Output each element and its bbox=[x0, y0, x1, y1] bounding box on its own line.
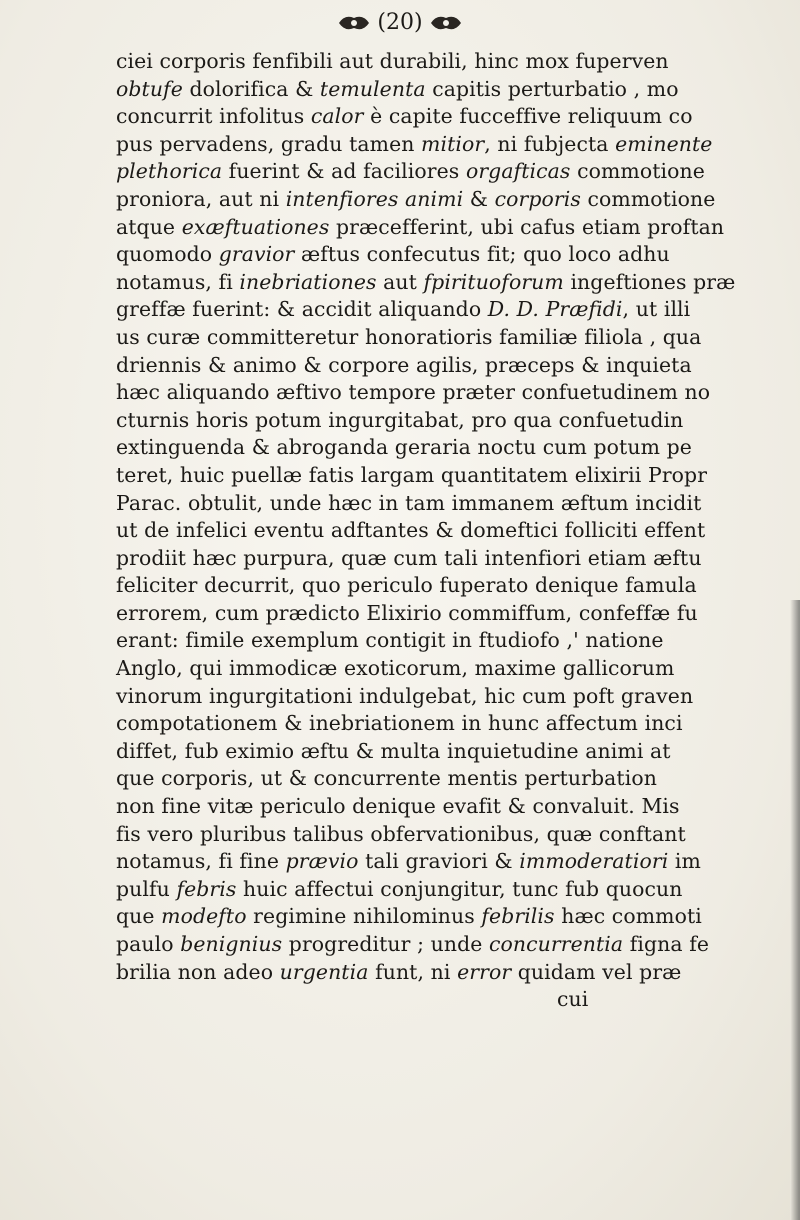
text-segment: cui bbox=[116, 987, 589, 1012]
text-segment: æftus confecutus fit; quo loco adhu bbox=[294, 242, 670, 267]
text-segment: fuerint & ad faciliores bbox=[222, 159, 466, 184]
text-line bbox=[116, 793, 800, 821]
text-segment: aut bbox=[376, 269, 424, 294]
text-segment: compotationem & inebriationem in hunc affectum inci bbox=[116, 711, 683, 736]
text-segment: diffet, fub eximio æftu & multa inquietudine animi at bbox=[116, 738, 671, 763]
text-line bbox=[116, 903, 800, 931]
text-segment: commotione bbox=[570, 159, 705, 184]
text-line bbox=[116, 131, 800, 159]
italic-segment: inebriationes bbox=[239, 269, 377, 294]
text-line bbox=[116, 959, 800, 987]
italic-segment: temulenta bbox=[319, 76, 426, 101]
text-segment: vinorum ingurgitationi indulgebat, hic cum poft graven bbox=[116, 683, 694, 708]
text-segment: notamus, fi fine bbox=[116, 849, 286, 874]
italic-segment: orgafticas bbox=[465, 159, 571, 184]
text-segment: us curæ committeretur honoratioris familiæ filiola , qua bbox=[116, 324, 702, 349]
text-line bbox=[116, 407, 800, 435]
text-segment: tali graviori & bbox=[358, 849, 520, 874]
italic-segment: obtufe bbox=[116, 76, 183, 101]
text-segment: concurrit infolitus bbox=[116, 104, 311, 129]
text-segment: atque bbox=[116, 214, 182, 239]
text-segment: feliciter decurrit, quo periculo fuperato denique famula bbox=[116, 573, 697, 598]
text-line bbox=[116, 352, 800, 380]
text-segment: fis vero pluribus talibus obfervationibus, quæ conftant bbox=[116, 821, 686, 846]
text-segment: dolorifica & bbox=[182, 76, 320, 101]
text-segment: extinguenda & abroganda geraria noctu cum potum pe bbox=[116, 435, 692, 460]
text-segment: prodiit hæc purpura, quæ cum tali intenfiori etiam æftu bbox=[116, 545, 702, 570]
italic-segment: mitior bbox=[421, 131, 485, 156]
text-line bbox=[116, 655, 800, 683]
italic-segment: prævio bbox=[285, 849, 359, 874]
text-segment: ciei corporis fenfibili aut durabili, hinc mox fuperven bbox=[116, 49, 669, 73]
text-line bbox=[116, 186, 800, 214]
text-line bbox=[116, 545, 800, 573]
text-segment: paulo bbox=[116, 932, 181, 956]
text-line bbox=[116, 931, 800, 959]
italic-segment: gravior bbox=[218, 242, 295, 267]
text-segment: greffæ fuerint: & accidit aliquando bbox=[116, 297, 488, 322]
ornament-left-icon bbox=[337, 12, 371, 34]
text-line bbox=[116, 462, 800, 490]
italic-segment: exæftuationes bbox=[181, 214, 330, 239]
text-line bbox=[116, 269, 800, 297]
text-line bbox=[116, 710, 800, 738]
text-line bbox=[116, 296, 800, 324]
text-segment: huic affectui conjungitur, tunc fub quocun bbox=[236, 876, 683, 901]
text-line bbox=[116, 738, 800, 766]
body-text bbox=[116, 48, 800, 1014]
text-segment: que corporis, ut & concurrente mentis perturbation bbox=[116, 766, 657, 791]
italic-segment: immoderatiori bbox=[519, 849, 669, 874]
text-line bbox=[116, 158, 800, 186]
text-segment: notamus, fi bbox=[116, 269, 240, 294]
text-segment: figna fe bbox=[623, 932, 710, 956]
italic-segment: plethorica bbox=[116, 159, 223, 184]
text-line bbox=[116, 517, 800, 545]
text-segment: erant: fimile exemplum contigit in ftudiofo ,' natione bbox=[116, 628, 664, 653]
text-segment: quidam vel præ bbox=[511, 959, 682, 984]
italic-segment: fpirituoforum bbox=[423, 269, 564, 294]
page-edge-shadow bbox=[790, 600, 800, 1220]
ornament-right-icon bbox=[429, 12, 463, 34]
text-line bbox=[116, 76, 800, 104]
text-segment: cturnis horis potum ingurgitabat, pro qua confuetudin bbox=[116, 407, 684, 432]
text-segment: è capite fucceffive reliquum co bbox=[363, 104, 693, 129]
text-line bbox=[116, 765, 800, 793]
text-line bbox=[116, 986, 800, 1014]
text-segment: im bbox=[668, 849, 701, 874]
text-line bbox=[116, 627, 800, 655]
text-line bbox=[116, 600, 800, 628]
text-segment: proniora, aut ni bbox=[116, 186, 286, 211]
text-line bbox=[116, 572, 800, 600]
text-line bbox=[116, 490, 800, 518]
italic-segment: intenfiores animi bbox=[285, 186, 464, 211]
italic-segment: benignius bbox=[180, 932, 283, 956]
text-line bbox=[116, 379, 800, 407]
text-segment: quomodo bbox=[116, 242, 219, 267]
text-segment: funt, ni bbox=[368, 959, 458, 984]
text-segment: pus pervadens, gradu tamen bbox=[116, 131, 422, 156]
text-segment: , ni fubjecta bbox=[484, 131, 616, 156]
text-line bbox=[116, 821, 800, 849]
italic-segment: febris bbox=[176, 876, 237, 901]
italic-segment: urgentia bbox=[279, 959, 369, 984]
text-segment: non fine vitæ periculo denique evafit & convaluit. Mis bbox=[116, 794, 680, 819]
text-segment: commotione bbox=[580, 186, 716, 211]
text-segment: hæc aliquando æftivo tempore præter confuetudinem no bbox=[116, 380, 711, 405]
italic-segment: error bbox=[457, 959, 512, 984]
italic-segment: calor bbox=[310, 104, 364, 129]
text-line bbox=[116, 434, 800, 462]
text-line bbox=[116, 103, 800, 131]
text-segment: pulfu bbox=[116, 876, 177, 901]
italic-segment: eminente bbox=[615, 131, 713, 156]
text-segment: ingeftiones præ bbox=[563, 269, 736, 294]
text-line bbox=[116, 848, 800, 876]
text-segment: , ut illi bbox=[622, 297, 691, 322]
text-segment: driennis & animo & corpore agilis, præceps & inquieta bbox=[116, 352, 692, 377]
text-segment: regimine nihilominus bbox=[246, 904, 482, 929]
text-segment: brilia non adeo bbox=[116, 959, 280, 984]
text-line bbox=[116, 241, 800, 269]
text-segment: errorem, cum prædicto Elixirio commiffum, confeffæ fu bbox=[116, 600, 698, 625]
text-segment: Parac. obtulit, unde hæc in tam immanem æftum incidit bbox=[116, 490, 702, 515]
text-line bbox=[116, 214, 800, 242]
italic-segment: concurrentia bbox=[489, 932, 624, 956]
italic-segment: modefto bbox=[161, 904, 247, 929]
text-line bbox=[116, 48, 800, 76]
text-line bbox=[116, 324, 800, 352]
italic-segment: D. D. Præfidi bbox=[487, 297, 623, 322]
text-segment: teret, huic puellæ fatis largam quantitatem elixirii Propr bbox=[116, 462, 708, 487]
text-segment: capitis perturbatio , mo bbox=[425, 76, 679, 101]
text-segment: ut de infelici eventu adftantes & domeftici folliciti effent bbox=[116, 518, 706, 543]
text-segment: Anglo, qui immodicæ exoticorum, maxime gallicorum bbox=[116, 656, 675, 681]
page-header bbox=[0, 10, 800, 35]
italic-segment: corporis bbox=[494, 186, 581, 211]
text-segment: que bbox=[116, 904, 162, 929]
text-segment: & bbox=[463, 186, 495, 211]
page-number: (20) bbox=[377, 10, 423, 35]
text-line bbox=[116, 683, 800, 711]
text-segment: hæc commoti bbox=[554, 904, 702, 929]
italic-segment: febrilis bbox=[481, 904, 555, 929]
text-segment: progreditur ; unde bbox=[282, 932, 489, 956]
text-segment: præcefferint, ubi cafus etiam proftan bbox=[329, 214, 725, 239]
text-line bbox=[116, 876, 800, 904]
